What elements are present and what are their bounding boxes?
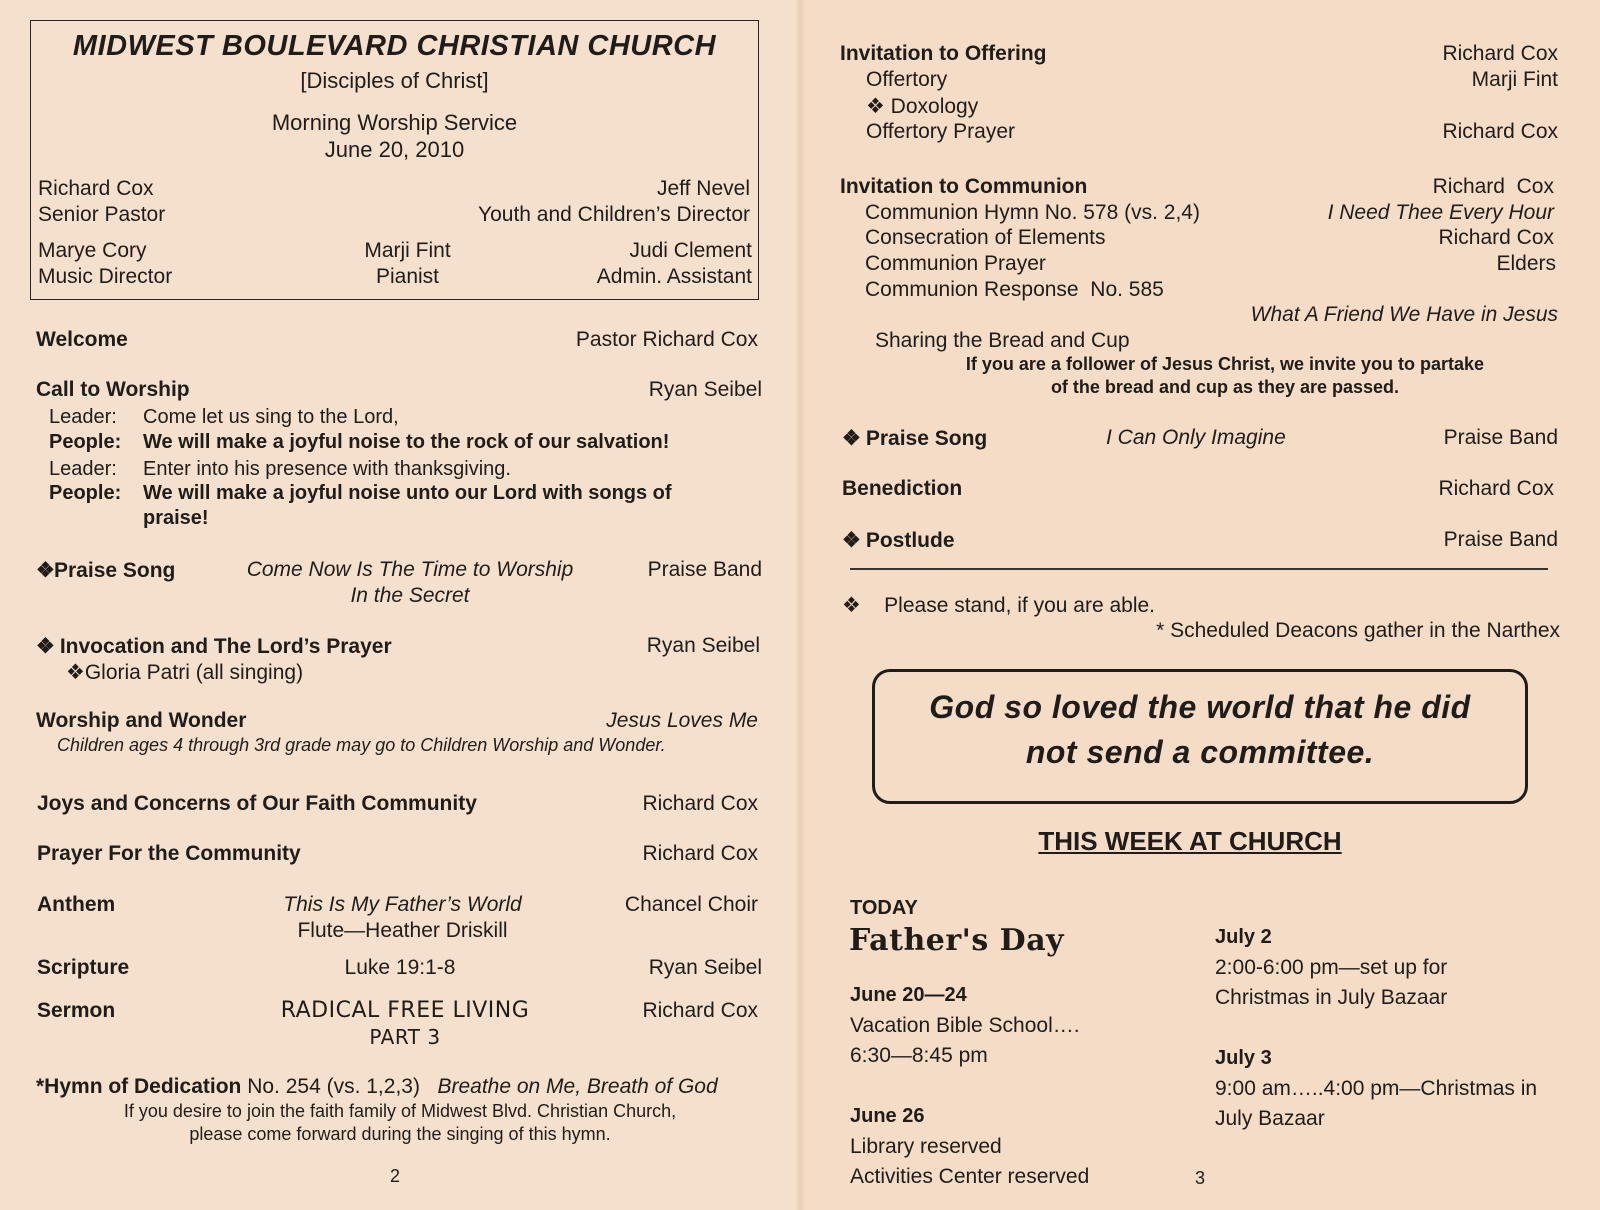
- staff-name: Marye Cory: [38, 239, 147, 262]
- staff-role: Admin. Assistant: [596, 265, 752, 288]
- sharing-label: Sharing the Bread and Cup: [875, 329, 1130, 352]
- praise-song-label: Praise Song: [54, 559, 176, 582]
- staff-role: Pianist: [375, 265, 440, 288]
- quote-line: God so loved the world that he did: [929, 689, 1471, 725]
- anthem-soloist: Flute—Heather Driskill: [297, 919, 508, 942]
- postlude-leader: Praise Band: [1443, 528, 1558, 551]
- welcome-leader: Pastor Richard Cox: [575, 328, 758, 351]
- fleuron-icon: ❖: [36, 559, 55, 582]
- deacons-note: * Scheduled Deacons gather in the Narthex: [1156, 619, 1560, 642]
- call-to-worship-leader: Ryan Seibel: [648, 378, 762, 401]
- communion-response: Communion Response No. 585: [865, 278, 1164, 301]
- today-label: TODAY: [850, 897, 918, 919]
- anthem-leader: Chancel Choir: [624, 893, 758, 916]
- worship-wonder-song: Jesus Loves Me: [606, 709, 758, 732]
- call-to-worship-label: Call to Worship: [36, 378, 190, 401]
- offertory-leader: Marji Fint: [1471, 68, 1558, 91]
- responsive-line: Come let us sing to the Lord,: [143, 406, 399, 428]
- doxology-item: [866, 94, 978, 119]
- staff-name: Judi Clement: [629, 239, 752, 262]
- sermon-leader: Richard Cox: [642, 999, 758, 1022]
- praise-song-leader: Praise Band: [647, 558, 762, 581]
- benediction-leader: Richard Cox: [1438, 477, 1554, 500]
- worship-wonder-note: Children ages 4 through 3rd grade may go to Children Worship and Wonder.: [57, 735, 666, 755]
- denomination: [Disciples of Christ]: [300, 68, 489, 93]
- offering-label: Invitation to Offering: [840, 42, 1047, 65]
- event-line: 2:00-6:00 pm—set up for: [1215, 956, 1448, 979]
- responsive-line: We will make a joyful noise unto our Lord with songs of: [143, 482, 672, 504]
- prayer-leader: Richard Cox: [642, 842, 758, 865]
- communion-invitation: of the bread and cup as they are passed.: [1050, 377, 1400, 397]
- communion-leader: Richard Cox: [1432, 175, 1554, 198]
- invocation-leader: Ryan Seibel: [646, 634, 760, 657]
- staff-role: Senior Pastor: [38, 203, 166, 226]
- event-line: Christmas in July Bazaar: [1215, 986, 1448, 1009]
- hymn-label: *Hymn of Dedication: [36, 1075, 242, 1098]
- communion-prayer-leader: Elders: [1496, 252, 1556, 275]
- divider: [850, 568, 1548, 570]
- event-line: 6:30—8:45 pm: [850, 1044, 988, 1067]
- communion-response-title: What A Friend We Have in Jesus: [1250, 303, 1558, 326]
- offertory-label: Offertory: [866, 68, 948, 91]
- prayer-label: Prayer For the Community: [37, 842, 301, 865]
- praise-song-item: [36, 558, 175, 583]
- hymn-title: Breathe on Me, Breath of God: [437, 1075, 718, 1098]
- page-crease: [795, 0, 805, 1210]
- postlude-label: Postlude: [865, 529, 955, 552]
- invocation-label: Invocation and The Lord’s Prayer: [59, 635, 392, 658]
- staff-name: Richard Cox: [38, 177, 154, 200]
- scripture-label: Scripture: [37, 956, 130, 979]
- sermon-part: PART 3: [369, 1025, 441, 1049]
- event-date: June 26: [850, 1105, 925, 1127]
- sermon-label: Sermon: [37, 999, 116, 1022]
- event-line: Activities Center reserved: [850, 1165, 1090, 1188]
- praise-song-item: [842, 426, 987, 451]
- responsive-speaker: People:: [49, 431, 122, 453]
- staff-name: Jeff Nevel: [657, 177, 750, 200]
- benediction-label: Benediction: [842, 477, 963, 500]
- responsive-line: Enter into his presence with thanksgiving.: [143, 458, 511, 480]
- offertory-prayer-leader: Richard Cox: [1442, 120, 1558, 143]
- communion-prayer-label: Communion Prayer: [865, 252, 1046, 275]
- service-name: Morning Worship Service: [271, 110, 518, 135]
- offertory-prayer-label: Offertory Prayer: [866, 120, 1015, 143]
- gloria-patri-label: Gloria Patri (all singing): [84, 661, 304, 684]
- fleuron-icon: ❖: [842, 529, 861, 552]
- scripture-reference: Luke 19:1-8: [344, 956, 456, 979]
- joys-label: Joys and Concerns of Our Faith Community: [37, 792, 477, 815]
- fleuron-icon: ❖: [36, 635, 55, 658]
- doxology-label: Doxology: [890, 95, 979, 118]
- communion-invitation: If you are a follower of Jesus Christ, we invite you to partake: [965, 354, 1485, 374]
- praise-song-label: Praise Song: [865, 427, 988, 450]
- page-number: 2: [389, 1166, 400, 1186]
- responsive-line: praise!: [143, 507, 209, 529]
- invocation-item: [36, 634, 392, 659]
- fleuron-icon: ❖: [66, 661, 85, 684]
- sermon-title: RADICAL FREE LIVING: [280, 998, 530, 1023]
- anthem-title: This Is My Father’s World: [283, 893, 522, 916]
- quote-line: not send a committee.: [1025, 734, 1375, 770]
- event-line: July Bazaar: [1215, 1107, 1325, 1130]
- praise-song-leader: Praise Band: [1443, 426, 1558, 449]
- welcome-label: Welcome: [36, 328, 128, 351]
- staff-role: Music Director: [38, 265, 173, 288]
- song-title: Come Now Is The Time to Worship: [246, 558, 574, 581]
- fleuron-icon: ❖: [866, 95, 885, 118]
- praise-song-title: I Can Only Imagine: [1106, 426, 1286, 449]
- anthem-label: Anthem: [37, 893, 116, 916]
- event-line: Vacation Bible School….: [850, 1014, 1080, 1037]
- consecration-label: Consecration of Elements: [865, 226, 1106, 249]
- postlude-item: [842, 528, 955, 553]
- stand-note: [842, 593, 1155, 618]
- church-name: MIDWEST BOULEVARD CHRISTIAN CHURCH: [72, 30, 717, 62]
- staff-role: Youth and Children’s Director: [478, 203, 750, 226]
- this-week-title: THIS WEEK AT CHURCH: [1038, 826, 1342, 856]
- responsive-speaker: Leader:: [49, 406, 117, 428]
- event-date: June 20—24: [850, 984, 967, 1006]
- hymn-number: No. 254 (vs. 1,2,3): [247, 1075, 420, 1098]
- communion-hymn: Communion Hymn No. 578 (vs. 2,4): [865, 201, 1200, 224]
- event-date: July 2: [1215, 926, 1272, 948]
- responsive-speaker: Leader:: [49, 458, 117, 480]
- worship-wonder-label: Worship and Wonder: [36, 709, 247, 732]
- joys-leader: Richard Cox: [642, 792, 758, 815]
- fleuron-icon: ❖: [842, 594, 861, 617]
- song-title: In the Secret: [350, 584, 470, 607]
- event-line: Library reserved: [850, 1135, 1002, 1158]
- fathers-day: Father's Day: [849, 923, 1065, 958]
- stand-note-text: Please stand, if you are able.: [884, 594, 1156, 617]
- communion-hymn-title: I Need Thee Every Hour: [1327, 201, 1554, 224]
- offering-leader: Richard Cox: [1442, 42, 1558, 65]
- event-line: 9:00 am…..4:00 pm—Christmas in: [1215, 1077, 1538, 1100]
- fleuron-icon: ❖: [842, 427, 861, 450]
- page-number: 3: [1194, 1168, 1205, 1188]
- hymn-note: please come forward during the singing of this hymn.: [189, 1124, 611, 1144]
- hymn-of-dedication: [36, 1075, 718, 1099]
- scripture-leader: Ryan Seibel: [648, 956, 762, 979]
- hymn-note: If you desire to join the faith family of Midwest Blvd. Christian Church,: [123, 1101, 677, 1121]
- event-date: July 3: [1215, 1047, 1272, 1069]
- responsive-speaker: People:: [49, 482, 122, 504]
- service-date: June 20, 2010: [324, 137, 465, 162]
- consecration-leader: Richard Cox: [1438, 226, 1554, 249]
- gloria-patri: [66, 660, 303, 685]
- responsive-line: We will make a joyful noise to the rock of our salvation!: [143, 431, 670, 453]
- staff-name: Marji Fint: [364, 239, 451, 262]
- communion-label: Invitation to Communion: [840, 175, 1088, 198]
